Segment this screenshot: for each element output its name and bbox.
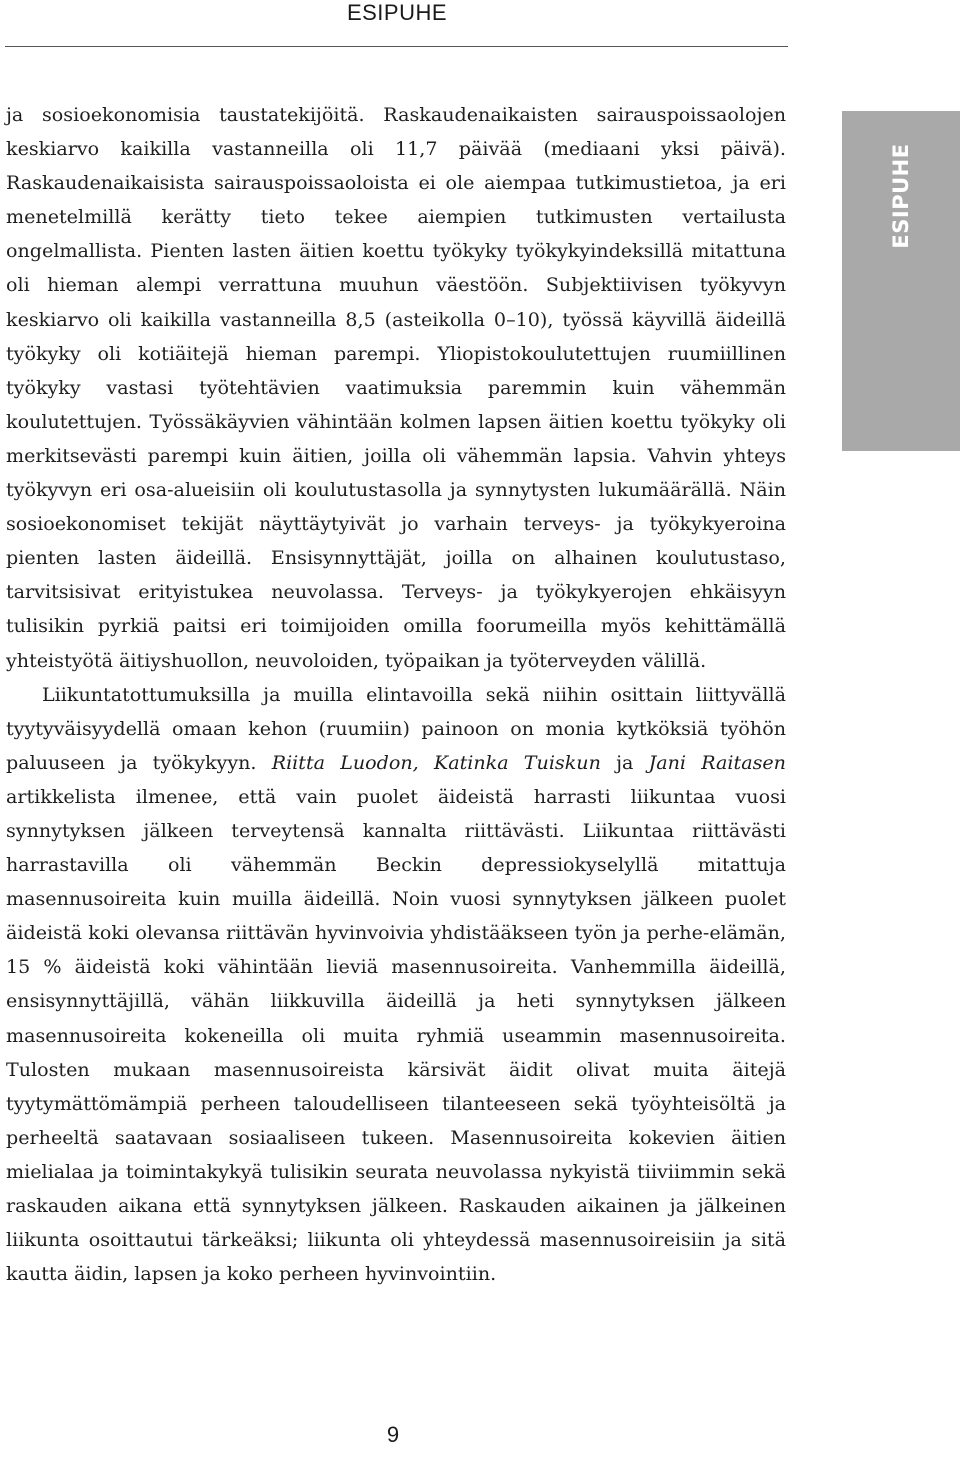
header-divider xyxy=(5,46,788,47)
section-tab-label: ESIPUHE xyxy=(889,143,913,249)
paragraph-text: artikkelista ilmenee, että vain puolet äideistä harrasti liikuntaa vuosi synnytyksen jälkeen terveytensä kannalta riittävästi. Liikuntaa riittävästi harrastavilla oli vähemmän Beckin depressiokyselyllä mitattuja masennusoireita kuin muilla äideillä. Noin vuosi synnytyksen jälkeen puolet äideistä koki olevansa riittävän hyvinvoivia yhdistääkseen työn ja perhe-elämän, 15 % äideistä koki vähintään lieviä masennusoireita. Vanhemmilla äideillä, ensisynnyttäjillä, vähän liikkuvilla äideillä ja heti synnytyksen jälkeen masennusoireita kokeneilla oli muita ryhmiä useammin masennusoireita. Tulosten mukaan masennusoireista kärsivät äidit olivat muita äitejä tyytymättömämpiä perheen taloudelliseen tilanteeseen sekä työyhteisöltä ja perheeltä saatavaan sosiaaliseen tukeen. Masennusoireita kokevien äitien mielialaa ja toimintakykyä tulisikin seurata neuvolassa nykyistä tiiviimmin sekä raskauden aikana että synnytyksen jälkeen. Raskauden aikainen ja jälkeinen liikunta osoittautui tärkeäksi; liikunta oli yhteydessä masennusoireisiin ja sitä kautta äidin, lapsen ja koko perheen hyvinvointiin. xyxy=(6,784,786,1286)
paragraph-text: Liikuntatottumuksilla ja muilla elintavoilla sekä niihin osittain liittyvällä tyytyväisyydellä omaan kehon (ruumiin) painoon on monia kytköksiä työhön paluuseen ja työkykyyn. xyxy=(6,682,786,774)
paragraph xyxy=(6,678,786,1292)
running-header: ESIPUHE xyxy=(346,0,448,25)
paragraph-text: ja xyxy=(600,750,649,774)
page-number: 9 xyxy=(386,1422,400,1447)
body-text xyxy=(6,98,786,1291)
section-tab xyxy=(842,111,960,451)
paragraph: ja sosioekonomisia taustatekijöitä. Raskaudenaikaisten sairauspoissaolojen keskiarvo kaikilla vastanneilla oli 11,7 päivää (mediaani yksi päivä). Raskaudenaikaisista sairauspoissaoloista ei ole aiempaa tutkimustietoa, ja eri menetelmillä kerätty tieto tekee aiempien tutkimusten vertailusta ongelmallista. Pienten lasten äitien koettu työkyky työkykyindeksillä mitattuna oli hieman alempi verrattuna muuhun väestöön. Subjektiivisen työkyvyn keskiarvo oli kaikilla vastanneilla 8,5 (asteikolla 0–10), työssä käyvillä äideillä työkyky oli kotiäitejä hieman parempi. Yliopistokoulutettujen ruumiillinen työkyky vastasi työtehtävien vaatimuksia paremmin kuin vähemmän koulutettujen. Työssäkäyvien vähintään kolmen lapsen äitien koettu työkyky oli merkitsevästi parempi kuin äitien, joilla oli vähemmän lapsia. Vahvin yhteys työkyvyn eri osa-alueisiin oli koulutustasolla ja synnytysten lukumäärällä. Näin sosioekonomiset tekijät näyttäytyivät jo varhain terveys- ja työkykyeroina pienten lasten äideillä. Ensisynnyttäjät, joilla on alhainen koulutustaso, tarvitsisivat erityistukea neuvolassa. Terveys- ja työkykyerojen ehkäisyyn tulisikin pyrkiä paitsi eri toimijoiden omilla foorumeilla myös kehittämällä yhteistyötä äitiyshuollon, neuvoloiden, työpaikan ja työterveyden välillä. xyxy=(6,103,786,672)
author-names: Jani Raitasen xyxy=(648,750,786,774)
author-names: Riitta Luodon, Katinka Tuiskun xyxy=(271,750,601,774)
